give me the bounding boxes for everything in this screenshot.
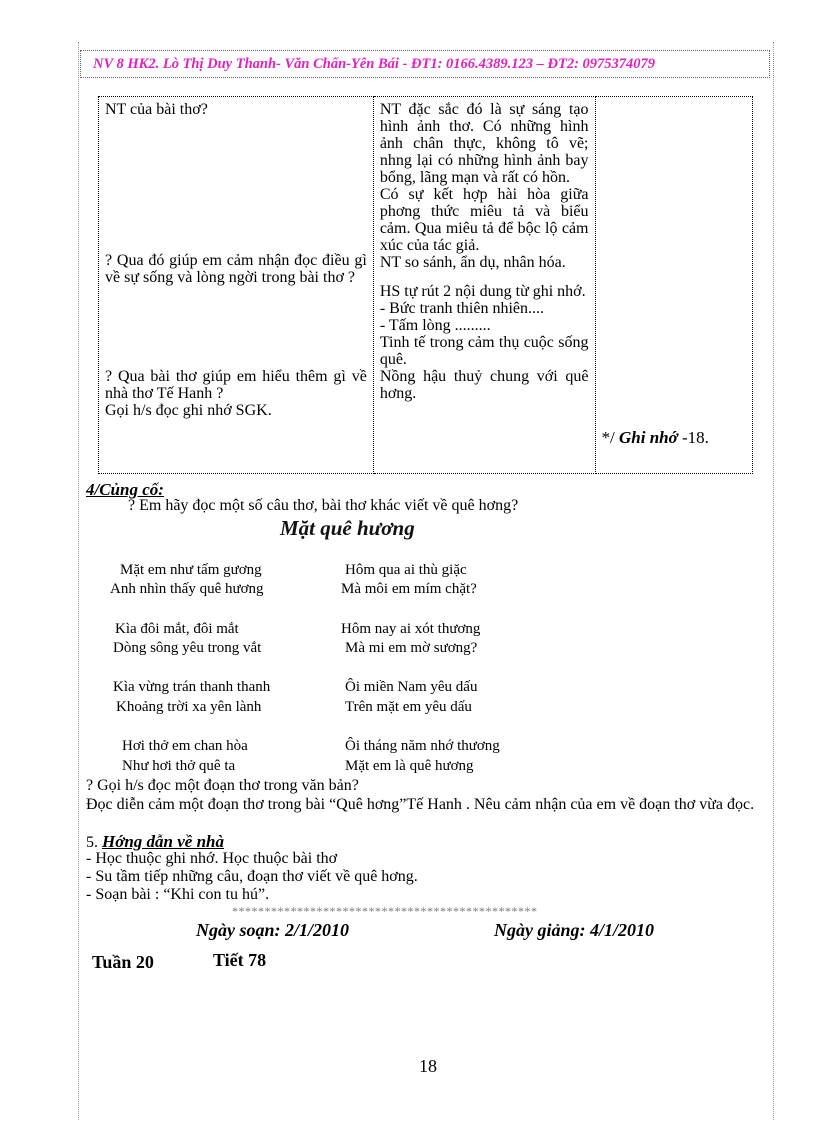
- answer-loyal: Nồng hậu thuỷ chung với quê hơng.: [379, 368, 589, 402]
- poem-line: Mặt em là quê hương: [345, 758, 474, 774]
- instruction-read: Gọi h/s đọc ghi nhớ SGK.: [105, 402, 272, 419]
- section-4-title: 4/Củng cố:: [86, 480, 164, 499]
- homework-item: - Học thuộc ghi nhớ. Học thuộc bài thơ: [86, 850, 338, 867]
- header-text: NV 8 HK2. Lò Thị Duy Thanh- Văn Chấn-Yên Bái - ĐT1: 0166.4389.123 – ĐT2: 0975374079: [93, 56, 656, 72]
- section-4-question: ? Em hãy đọc một số câu thơ, bài thơ khác viết về quê hơng?: [128, 497, 519, 514]
- week-label: Tuần 20: [92, 952, 154, 972]
- answer-harmony: Có sự kết hợp hài hòa giữa phơng thức miêu tả và biểu cảm. Qua miêu tả để bộc lộ cảm xúc của tác giả.: [379, 186, 589, 254]
- page-number: 18: [419, 1056, 437, 1076]
- taught-date: Ngày giảng: 4/1/2010: [494, 920, 654, 940]
- poem-line: Kìa vừng trán thanh thanh: [113, 679, 271, 695]
- remember-note: */ Ghi nhớ -18.: [601, 428, 709, 447]
- poem-line: Mà mi em mờ sương?: [345, 640, 478, 656]
- answer-subtle: Tinh tế trong cảm thụ cuộc sống quê.: [379, 334, 589, 368]
- answer-summary: HS tự rút 2 nội dung từ ghi nhớ.: [379, 283, 586, 300]
- student-column: [373, 97, 595, 474]
- table-row: [99, 97, 753, 474]
- poem-title: Mặt quê hương: [280, 516, 415, 540]
- poem-line: Mà môi em mím chặt?: [341, 581, 477, 597]
- answer-heart: - Tấm lòng .........: [379, 317, 491, 334]
- lesson-table: [98, 96, 753, 474]
- homework-item: - Su tầm tiếp những câu, đoạn thơ viết về quê hơng.: [86, 868, 418, 885]
- poem-line: Ôi miền Nam yêu dấu: [345, 679, 478, 695]
- teacher-column: [99, 97, 374, 474]
- poem-line: Anh nhìn thấy quê hương: [110, 581, 264, 597]
- read-question: ? Gọi h/s đọc một đoạn thơ trong văn bản?: [86, 777, 359, 794]
- poem-line: Trên mặt em yêu dấu: [345, 699, 472, 715]
- prepared-date: Ngày soạn: 2/1/2010: [196, 920, 349, 940]
- remember-label: Ghi nhớ: [618, 428, 678, 447]
- answer-devices: NT so sánh, ẩn dụ, nhân hóa.: [379, 254, 566, 271]
- poem-line: Hôm qua ai thù giặc: [345, 562, 467, 578]
- poem-line: Khoảng trời xa yên lành: [116, 699, 262, 715]
- question-art: NT của bài thơ?: [105, 101, 208, 118]
- separator: ***********************************************: [232, 904, 538, 918]
- poem-line: Ôi tháng năm nhớ thương: [345, 738, 500, 754]
- section-5-title: 5. Hớng dẫn về nhà: [86, 832, 225, 851]
- page-header: [80, 50, 770, 78]
- lesson-label: Tiết 78: [213, 950, 267, 970]
- homework-item: - Soạn bài : “Khi con tu hú”.: [86, 886, 270, 903]
- poem-line: Hơi thở em chan hòa: [122, 738, 248, 754]
- poem-line: Kìa đôi mắt, đôi mắt: [115, 621, 239, 637]
- answer-art: NT đặc sắc đó là sự sáng tạo hình ảnh thơ. Có những hình ảnh chân thực, không tô vẽ; nhng lại có những hình ảnh bay bổng, lãng mạn và rất có hồn.: [379, 101, 589, 186]
- question-poet: ? Qua bài thơ giúp em hiểu thêm gì về nhà thơ Tế Hanh ?: [105, 368, 367, 402]
- read-instruction: Đọc diễn cảm một đoạn thơ trong bài “Quê hơng”Tế Hanh . Nêu cảm nhận của em về đoạn thơ vừa đọc.: [86, 796, 755, 813]
- question-life: ? Qua đó giúp em cảm nhận đọc điều gì về sự sống và lòng ngời trong bài thơ ?: [105, 252, 367, 286]
- answer-nature: - Bức tranh thiên nhiên....: [379, 300, 545, 317]
- poem-line: Như hơi thở quê ta: [122, 758, 236, 774]
- poem-line: Mặt em như tấm gương: [120, 562, 262, 578]
- notes-column: [595, 97, 753, 474]
- poem-line: Hôm nay ai xót thương: [341, 621, 481, 637]
- poem-line: Dòng sông yêu trong vắt: [113, 640, 262, 656]
